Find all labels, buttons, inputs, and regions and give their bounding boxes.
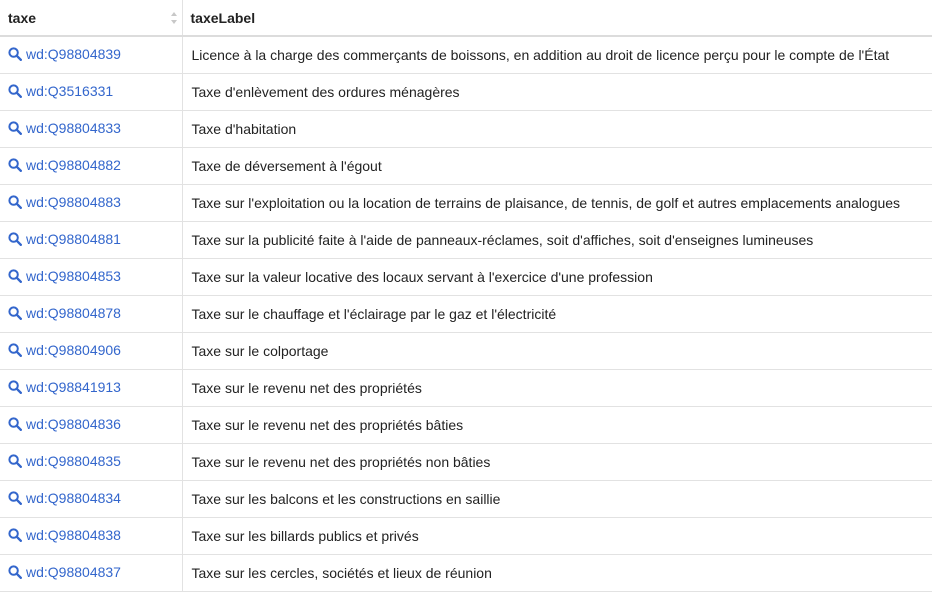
table-row (0, 295, 932, 332)
entity-link[interactable] (8, 527, 121, 543)
search-icon[interactable] (8, 565, 22, 579)
taxe-label-text: Taxe sur l'exploitation ou la location de terrains de plaisance, de tennis, de golf et autres emplacements analogues (191, 194, 901, 211)
entity-id[interactable]: wd:Q98804837 (26, 563, 121, 580)
column-header-taxe-label: taxe (8, 9, 37, 26)
cell-taxe (0, 480, 182, 517)
taxe-label-text: Taxe sur les billards publics et privés (191, 527, 419, 544)
taxe-label-text: Taxe sur le revenu net des propriétés non bâties (191, 453, 491, 470)
taxe-label-text: Taxe sur le revenu net des propriétés bâties (191, 416, 464, 433)
table-row (0, 517, 932, 554)
column-header-taxe[interactable] (0, 0, 182, 36)
cell-taxe (0, 147, 182, 184)
cell-taxe (0, 295, 182, 332)
cell-taxelabel (182, 480, 932, 517)
entity-id[interactable]: wd:Q98804853 (26, 267, 121, 284)
entity-link[interactable] (8, 564, 121, 580)
entity-link[interactable] (8, 268, 121, 284)
cell-taxe (0, 369, 182, 406)
cell-taxe (0, 110, 182, 147)
cell-taxelabel (182, 221, 932, 258)
cell-taxe (0, 73, 182, 110)
entity-id[interactable]: wd:Q98804878 (26, 304, 121, 321)
cell-taxelabel (182, 295, 932, 332)
cell-taxelabel (182, 406, 932, 443)
entity-link[interactable] (8, 305, 121, 321)
cell-taxelabel (182, 110, 932, 147)
search-icon[interactable] (8, 491, 22, 505)
search-icon[interactable] (8, 343, 22, 357)
entity-id[interactable]: wd:Q98804833 (26, 119, 121, 136)
table-row (0, 406, 932, 443)
table-row (0, 332, 932, 369)
entity-id[interactable]: wd:Q98804834 (26, 489, 121, 506)
taxe-label-text: Taxe sur la valeur locative des locaux servant à l'exercice d'une profession (191, 268, 653, 285)
entity-link[interactable] (8, 379, 121, 395)
column-header-taxelabel-label: taxeLabel (190, 9, 256, 26)
search-icon[interactable] (8, 121, 22, 135)
entity-link[interactable] (8, 490, 121, 506)
table-row (0, 221, 932, 258)
table-row (0, 73, 932, 110)
header-row (0, 0, 932, 36)
entity-id[interactable]: wd:Q98804838 (26, 526, 121, 543)
results-body (0, 36, 932, 591)
table-row (0, 110, 932, 147)
cell-taxelabel (182, 517, 932, 554)
entity-link[interactable] (8, 120, 121, 136)
column-header-taxelabel[interactable] (182, 0, 932, 36)
entity-link[interactable] (8, 194, 121, 210)
entity-link[interactable] (8, 46, 121, 62)
search-icon[interactable] (8, 306, 22, 320)
cell-taxelabel (182, 73, 932, 110)
entity-id[interactable]: wd:Q98804906 (26, 341, 121, 358)
entity-id[interactable]: wd:Q3516331 (26, 82, 114, 99)
cell-taxe (0, 184, 182, 221)
taxe-label-text: Taxe sur le colportage (191, 342, 329, 359)
search-icon[interactable] (8, 269, 22, 283)
taxe-label-text: Licence à la charge des commerçants de boissons, en addition au droit de licence perçu pour le compte de l'État (191, 46, 890, 63)
cell-taxelabel (182, 147, 932, 184)
table-row (0, 147, 932, 184)
taxe-label-text: Taxe sur la publicité faite à l'aide de panneaux-réclames, soit d'affiches, soit d'enseignes lumineuses (191, 231, 814, 248)
search-icon[interactable] (8, 47, 22, 61)
search-icon[interactable] (8, 195, 22, 209)
taxe-label-text: Taxe de déversement à l'égout (191, 157, 382, 174)
taxe-label-text: Taxe d'enlèvement des ordures ménagères (191, 83, 460, 100)
cell-taxe (0, 443, 182, 480)
table-row (0, 258, 932, 295)
cell-taxe (0, 406, 182, 443)
entity-link[interactable] (8, 157, 121, 173)
table-row (0, 554, 932, 591)
cell-taxelabel (182, 332, 932, 369)
taxe-label-text: Taxe sur le chauffage et l'éclairage par le gaz et l'électricité (191, 305, 557, 322)
taxe-label-text: Taxe sur les cercles, sociétés et lieux de réunion (191, 564, 492, 581)
taxe-label-text: Taxe sur le revenu net des propriétés (191, 379, 422, 396)
cell-taxe (0, 221, 182, 258)
entity-id[interactable]: wd:Q98804835 (26, 452, 121, 469)
entity-id[interactable]: wd:Q98804882 (26, 156, 121, 173)
entity-id[interactable]: wd:Q98804839 (26, 45, 121, 62)
cell-taxe (0, 517, 182, 554)
search-icon[interactable] (8, 454, 22, 468)
entity-id[interactable]: wd:Q98841913 (26, 378, 121, 395)
cell-taxelabel (182, 258, 932, 295)
entity-link[interactable] (8, 231, 121, 247)
entity-id[interactable]: wd:Q98804883 (26, 193, 121, 210)
entity-link[interactable] (8, 83, 113, 99)
cell-taxelabel (182, 36, 932, 73)
table-row (0, 480, 932, 517)
search-icon[interactable] (8, 84, 22, 98)
entity-id[interactable]: wd:Q98804881 (26, 230, 121, 247)
cell-taxelabel (182, 443, 932, 480)
sort-arrows-icon[interactable] (170, 10, 178, 26)
table-row (0, 443, 932, 480)
cell-taxe (0, 554, 182, 591)
cell-taxe (0, 36, 182, 73)
cell-taxelabel (182, 184, 932, 221)
search-icon[interactable] (8, 232, 22, 246)
search-icon[interactable] (8, 417, 22, 431)
taxe-label-text: Taxe sur les balcons et les constructions en saillie (191, 490, 501, 507)
taxe-label-text: Taxe d'habitation (191, 120, 297, 137)
table-row (0, 184, 932, 221)
table-row (0, 36, 932, 73)
cell-taxe (0, 258, 182, 295)
search-icon[interactable] (8, 528, 22, 542)
cell-taxelabel (182, 369, 932, 406)
entity-id[interactable]: wd:Q98804836 (26, 415, 121, 432)
cell-taxe (0, 332, 182, 369)
table-row (0, 369, 932, 406)
entity-link[interactable] (8, 453, 121, 469)
entity-link[interactable] (8, 342, 121, 358)
entity-link[interactable] (8, 416, 121, 432)
search-icon[interactable] (8, 380, 22, 394)
cell-taxelabel (182, 554, 932, 591)
search-icon[interactable] (8, 158, 22, 172)
